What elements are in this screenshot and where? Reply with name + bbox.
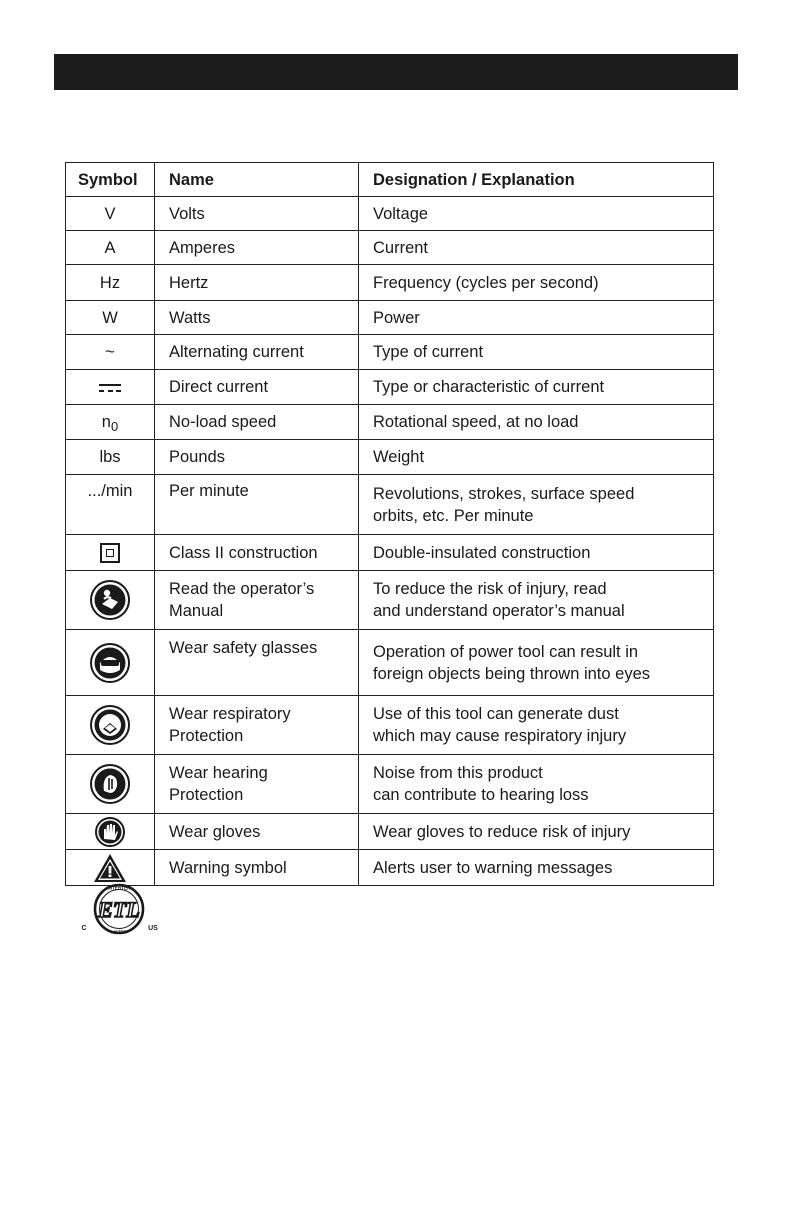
table-row (66, 231, 714, 265)
symbol-cell (66, 370, 155, 405)
designation-line: which may cause respiratory injury (373, 727, 627, 745)
table-row (66, 814, 714, 850)
name-cell (155, 696, 359, 755)
class-ii-square-icon (100, 543, 120, 563)
etl-right-text: US (148, 925, 158, 932)
table-row (66, 405, 714, 440)
table-row (66, 440, 714, 475)
designation-cell (359, 696, 714, 755)
section-title-bar (54, 54, 738, 90)
designation-line: orbits, etc. Per minute (373, 506, 534, 525)
designation-cell: Type or characteristic of current (359, 370, 714, 405)
designation-line: Use of this tool can generate dust (373, 705, 619, 723)
name-line: Manual (169, 602, 224, 620)
no-load-speed-symbol: n (101, 412, 111, 431)
column-header-symbol: Symbol (66, 163, 155, 197)
symbol-cell (66, 630, 155, 696)
etl-top-text: INTERTEK (107, 885, 131, 891)
name-cell: Watts (155, 301, 359, 335)
table-row (66, 630, 714, 696)
table-row (66, 696, 714, 755)
hearing-protection-icon (90, 764, 130, 804)
designation-line: and understand operator’s manual (373, 602, 625, 620)
symbol-cell: V (66, 197, 155, 231)
designation-cell: Frequency (cycles per second) (359, 265, 714, 301)
name-cell (155, 571, 359, 630)
etl-bottom-text: LISTED (110, 929, 128, 935)
name-cell: Volts (155, 197, 359, 231)
name-line: Read the operator’s (169, 580, 315, 598)
name-cell: Per minute (155, 475, 359, 535)
designation-cell: Current (359, 231, 714, 265)
designation-line: Revolutions, strokes, surface speed (373, 484, 635, 503)
direct-current-icon (99, 382, 121, 394)
symbol-cell: ~ (66, 335, 155, 370)
symbol-cell (66, 571, 155, 630)
table-row (66, 755, 714, 814)
symbol-cell: W (66, 301, 155, 335)
table-row (66, 265, 714, 301)
table-header-row (66, 163, 714, 197)
table-row (66, 197, 714, 231)
symbol-cell (66, 755, 155, 814)
table-row (66, 301, 714, 335)
name-line: Protection (169, 727, 244, 745)
etl-left-text: C (81, 925, 87, 932)
designation-cell (359, 630, 714, 696)
name-cell (155, 755, 359, 814)
name-cell: Class II construction (155, 535, 359, 571)
designation-cell (359, 475, 714, 535)
symbol-cell: A (66, 231, 155, 265)
column-header-name: Name (155, 163, 359, 197)
name-cell: No-load speed (155, 405, 359, 440)
name-line: Wear respiratory (169, 705, 291, 723)
designation-cell: Voltage (359, 197, 714, 231)
no-load-speed-subscript: 0 (110, 418, 119, 434)
symbol-cell: .../min (66, 475, 155, 535)
table-row (66, 535, 714, 571)
table-row (66, 335, 714, 370)
name-cell: Amperes (155, 231, 359, 265)
read-manual-icon (90, 580, 130, 620)
symbol-cell (66, 814, 155, 850)
designation-cell: Power (359, 301, 714, 335)
table-row (66, 571, 714, 630)
designation-line: To reduce the risk of injury, read (373, 580, 607, 598)
symbol-cell: lbs (66, 440, 155, 475)
designation-cell (359, 571, 714, 630)
name-cell: Wear safety glasses (155, 630, 359, 696)
designation-cell: Type of current (359, 335, 714, 370)
etl-listed-logo (78, 878, 160, 940)
designation-line: can contribute to hearing loss (373, 786, 589, 804)
gloves-icon (95, 817, 125, 847)
symbol-cell (66, 535, 155, 571)
name-cell: Alternating current (155, 335, 359, 370)
designation-cell: Double-insulated construction (359, 535, 714, 571)
name-cell: Warning symbol (155, 850, 359, 886)
table-row (66, 370, 714, 405)
name-cell: Hertz (155, 265, 359, 301)
designation-cell: Alerts user to warning messages (359, 850, 714, 886)
name-cell: Wear gloves (155, 814, 359, 850)
table-row (66, 850, 714, 886)
table-row (66, 475, 714, 535)
designation-cell: Wear gloves to reduce risk of injury (359, 814, 714, 850)
name-cell: Pounds (155, 440, 359, 475)
symbol-cell: Hz (66, 265, 155, 301)
designation-line: foreign objects being thrown into eyes (373, 664, 651, 683)
etl-mark-text: ETL (98, 897, 140, 922)
designation-line: Operation of power tool can result in (373, 642, 639, 661)
safety-glasses-icon (90, 643, 130, 683)
designation-cell (359, 755, 714, 814)
designation-cell: Weight (359, 440, 714, 475)
respirator-icon (90, 705, 130, 745)
name-line: Wear hearing (169, 764, 268, 782)
designation-cell: Rotational speed, at no load (359, 405, 714, 440)
name-line: Protection (169, 786, 244, 804)
symbol-cell (66, 405, 155, 440)
column-header-designation: Designation / Explanation (359, 163, 714, 197)
name-cell: Direct current (155, 370, 359, 405)
symbols-table (65, 162, 714, 886)
designation-line: Noise from this product (373, 764, 543, 782)
symbol-cell (66, 696, 155, 755)
